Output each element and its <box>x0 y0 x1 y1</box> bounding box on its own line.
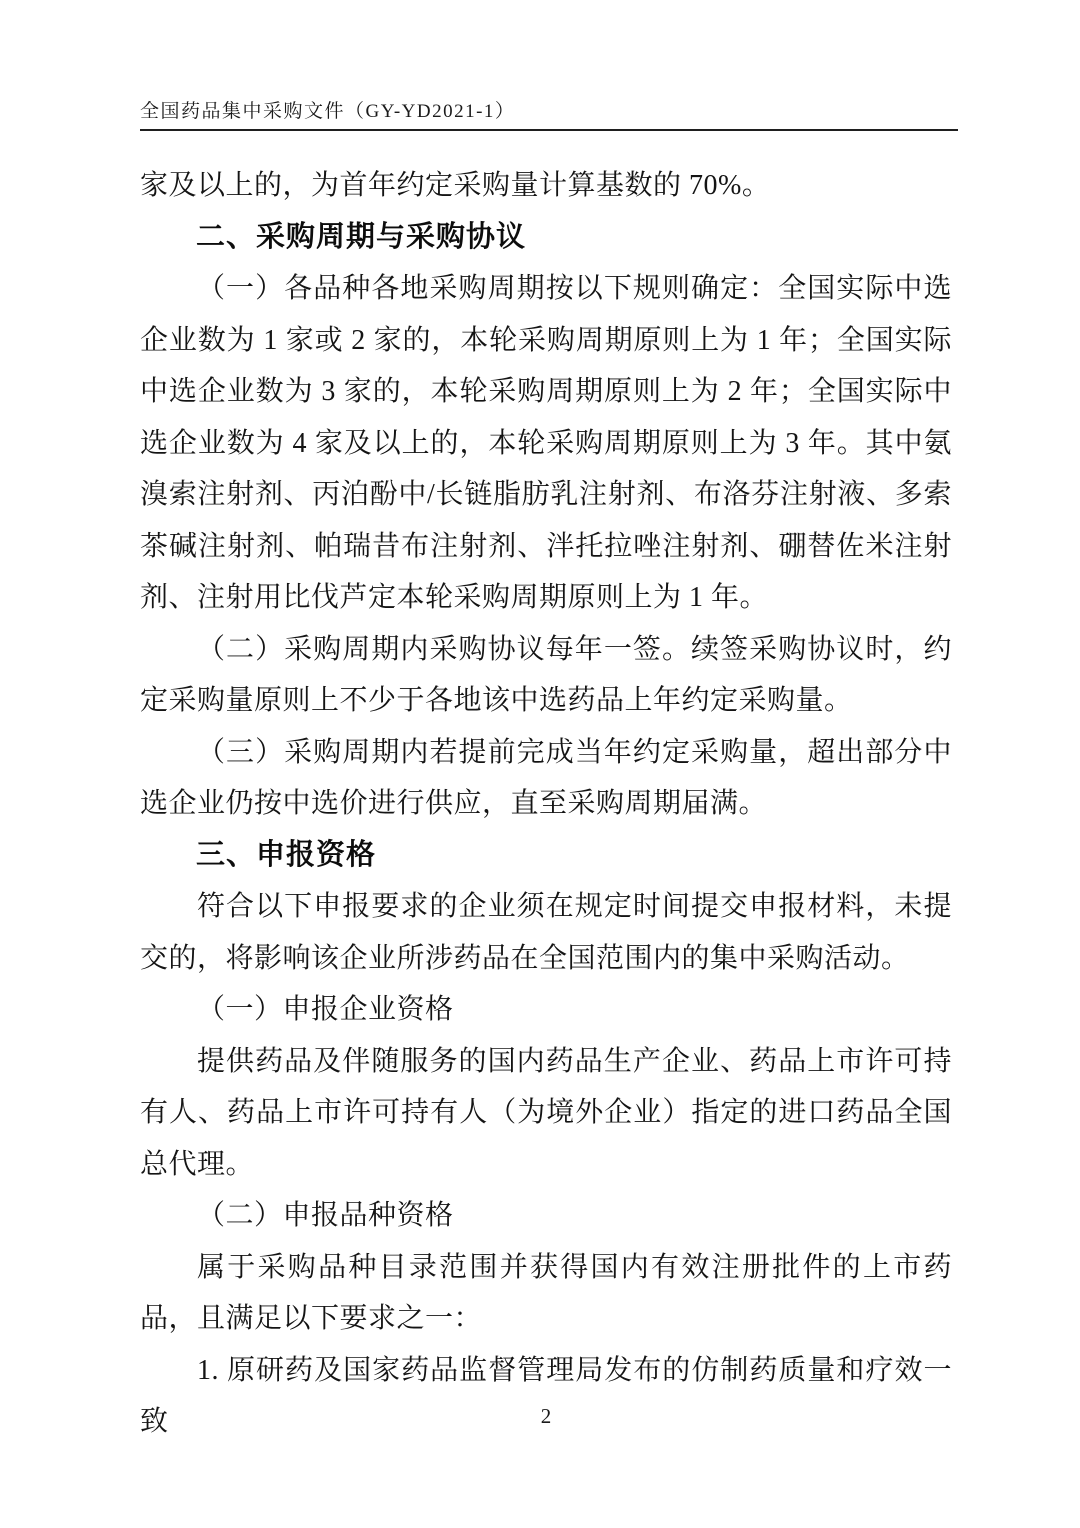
document-header-title: 全国药品集中采购文件（GY-YD2021-1） <box>140 101 516 122</box>
header-divider-line <box>140 129 958 131</box>
paragraph-product-scope: 属于采购品种目录范围并获得国内有效注册批件的上市药品，且满足以下要求之一： <box>140 1251 952 1334</box>
section-heading-procurement-cycle: 二、采购周期与采购协议 <box>196 220 527 253</box>
subheading-product-qualification: （二）申报品种资格 <box>197 1200 454 1231</box>
paragraph-cycle-rules: （一）各品种各地采购周期按以下规则确定：全国实际中选企业数为 1 家或 2 家的，本轮采购周期原则上为 1 年；全国实际中选企业数为 3 家的，本轮采购周期原则上为 2 年；全国实际中选企业数为 4 家及以上的，本轮采购周期原则上为 3 年。其中氨溴索注射剂、丙泊酚中/长链脂肪乳注射剂、布洛芬注射液、多索茶碱注射剂、帕瑞昔布注射剂、泮托拉唑注射剂、硼替佐米注射剂、注射用比伐芦定本轮采购周期原则上为 1 年。 <box>140 273 952 613</box>
paragraph-over-quota-supply: （三）采购周期内若提前完成当年约定采购量，超出部分中选企业仍按中选价进行供应，直至采购周期届满。 <box>140 736 952 819</box>
paragraph-requirement-item-1: 1. 原研药及国家药品监督管理局发布的仿制药质量和疗效一致 <box>140 1354 952 1437</box>
page-number: 2 <box>540 1404 552 1428</box>
subheading-enterprise-qualification: （一）申报企业资格 <box>197 994 454 1025</box>
paragraph-agreement-renewal: （二）采购周期内采购协议每年一签。续签采购协议时，约定采购量原则上不少于各地该中选药品上年约定采购量。 <box>140 633 952 716</box>
paragraph-application-requirement: 符合以下申报要求的企业须在规定时间提交申报材料，未提交的，将影响该企业所涉药品在全国范围内的集中采购活动。 <box>140 891 952 974</box>
document-body <box>140 160 952 1448</box>
paragraph-enterprise-scope: 提供药品及伴随服务的国内药品生产企业、药品上市许可持有人、药品上市许可持有人（为境外企业）指定的进口药品全国总代理。 <box>140 1045 952 1180</box>
paragraph-continuation: 家及以上的，为首年约定采购量计算基数的 70%。 <box>140 170 771 201</box>
section-heading-application-qualification: 三、申报资格 <box>196 838 377 871</box>
